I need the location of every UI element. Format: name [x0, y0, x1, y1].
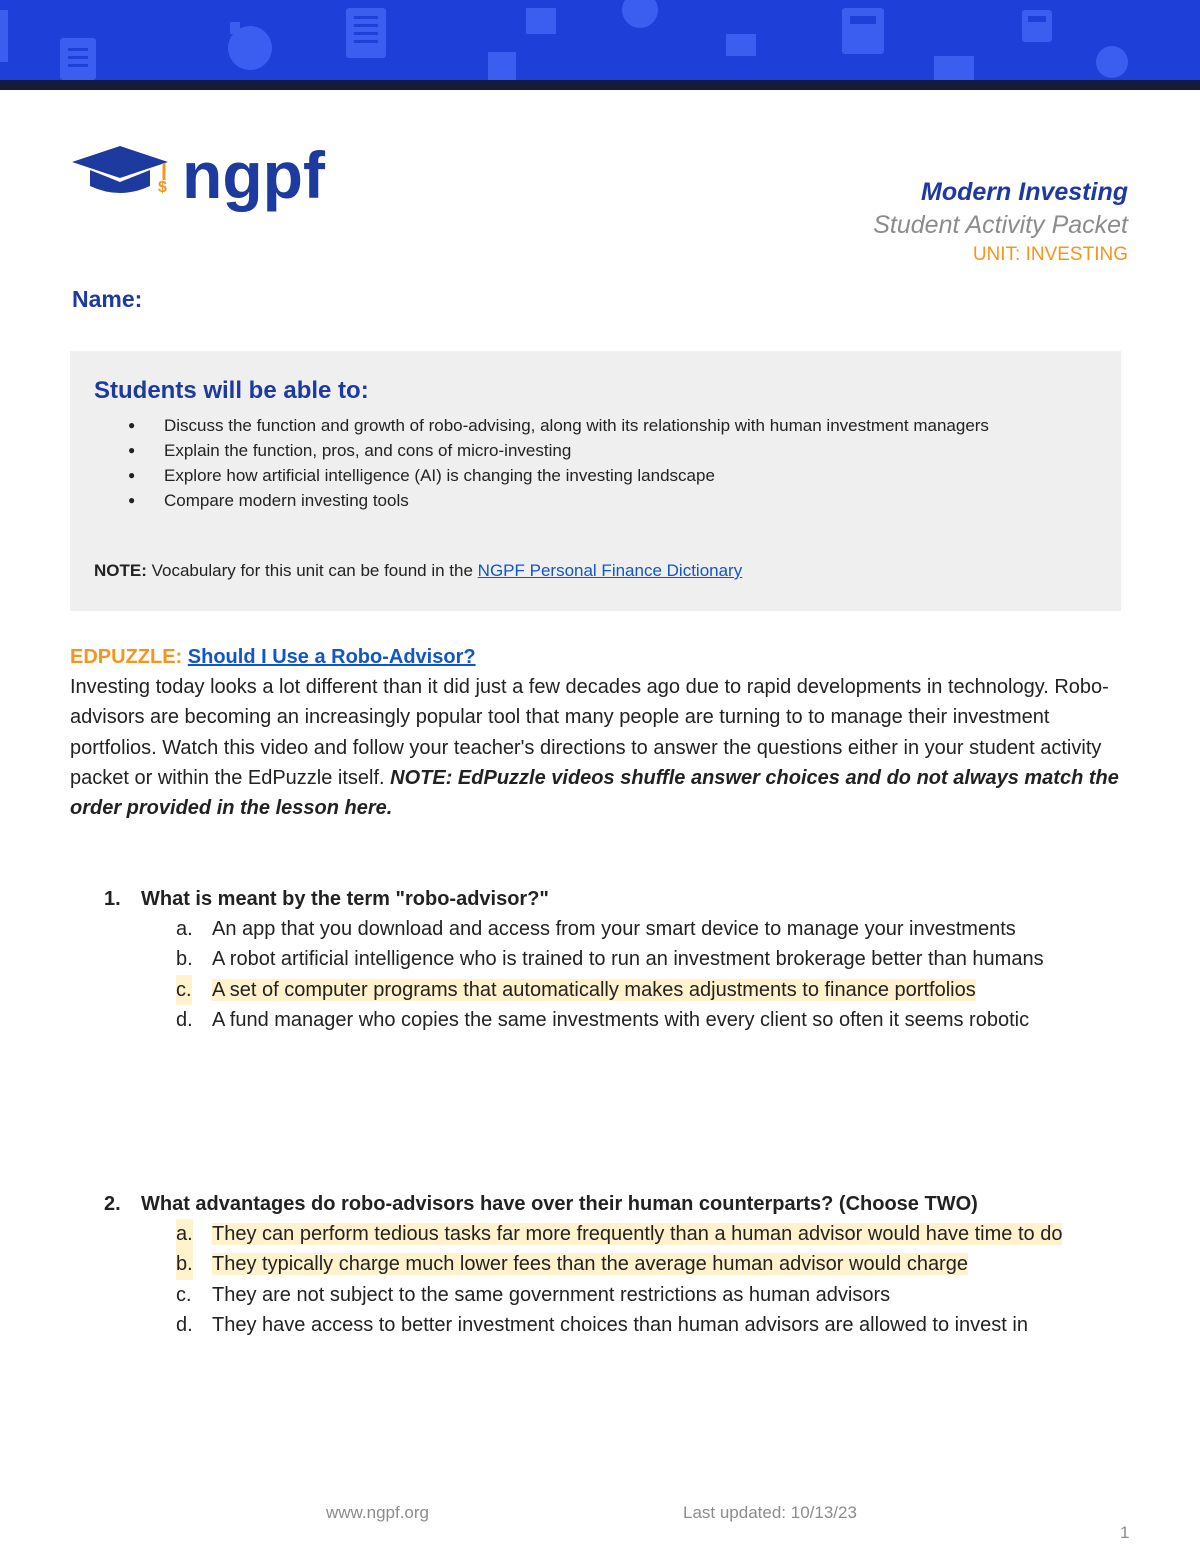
svg-text:ngpf: ngpf	[182, 138, 325, 212]
list-item: ● Discuss the function and growth of robo-advising, along with its relationship with human investment managers	[128, 413, 1088, 438]
option-letter: b.	[176, 1249, 193, 1279]
note-text: Vocabulary for this unit can be found in the	[146, 561, 478, 580]
question-number: 2.	[104, 1193, 121, 1215]
edpuzzle-section	[70, 642, 1130, 823]
list-item: ● Explore how artificial intelligence (AI) is changing the investing landscape	[128, 463, 1088, 488]
edpuzzle-video-link[interactable]: Should I Use a Robo-Advisor?	[187, 646, 476, 668]
question-2	[104, 1189, 1114, 1340]
option-text: A robot artificial intelligence who is trained to run an investment brokerage better than humans	[212, 948, 1044, 971]
graduation-cap-icon	[72, 136, 362, 218]
option-letter: d.	[176, 1313, 193, 1336]
option-text: A fund manager who copies the same investments with every client so often it seems robotic	[212, 1008, 1030, 1031]
answer-option-c-highlighted[interactable]	[104, 975, 1114, 1005]
ngpf-logo	[72, 136, 362, 218]
answer-option-a-highlighted[interactable]	[104, 1219, 1114, 1249]
document-subtitle: Student Activity Packet	[873, 211, 1128, 239]
objectives-title: Students will be able to:	[94, 377, 369, 404]
document-title: Modern Investing	[921, 178, 1128, 206]
answer-options	[104, 1219, 1114, 1340]
dictionary-link[interactable]: NGPF Personal Finance Dictionary	[477, 561, 743, 580]
option-text: An app that you download and access from your smart device to manage your investments	[212, 918, 1016, 941]
finance-pattern-decoration	[0, 0, 1200, 80]
option-letter: a.	[176, 1219, 193, 1249]
option-text: They have access to better investment choices than human advisors are allowed to invest in	[212, 1313, 1028, 1336]
objectives-box	[70, 351, 1121, 611]
option-text: They can perform tedious tasks far more frequently than a human advisor would have time to do	[212, 1223, 1063, 1246]
list-item: ● Explain the function, pros, and cons of micro-investing	[128, 438, 1088, 463]
question-text: What advantages do robo-advisors have over their human counterparts? (Choose TWO)	[141, 1193, 978, 1215]
edpuzzle-description: Investing today looks a lot different than it did just a few decades ago due to rapid developments in technology. Robo-advisors are becoming an increasingly popular tool that many people are turning to to manage their investment portfolios. Watch this video and follow your teacher's directions to answer the questions either in your student activity packet or within the EdPuzzle itself.	[70, 676, 1109, 789]
edpuzzle-note: NOTE: EdPuzzle videos shuffle answer choices and do not always match the order provided in the lesson here.	[70, 766, 1119, 820]
document-header	[873, 176, 1128, 268]
question-1	[104, 884, 1114, 1035]
edpuzzle-body	[70, 672, 1130, 823]
unit-label: UNIT: INVESTING	[972, 244, 1128, 265]
option-letter: d.	[176, 1008, 193, 1031]
vocabulary-note	[94, 561, 742, 581]
footer-url[interactable]: www.ngpf.org	[326, 1503, 429, 1522]
note-label: NOTE:	[94, 561, 147, 580]
answer-option-d[interactable]	[104, 1310, 1114, 1340]
objectives-list	[128, 413, 1088, 513]
answer-option-a[interactable]	[104, 914, 1114, 944]
edpuzzle-label: EDPUZZLE:	[70, 646, 183, 668]
list-item: ● Compare modern investing tools	[128, 488, 1088, 513]
answer-option-b[interactable]	[104, 944, 1114, 974]
page-number: 1	[1120, 1523, 1130, 1542]
name-label: Name:	[72, 286, 143, 312]
answer-option-c[interactable]	[104, 1280, 1114, 1310]
answer-option-d[interactable]	[104, 1005, 1114, 1035]
option-letter: c.	[176, 1283, 192, 1306]
question-number: 1.	[104, 888, 121, 910]
question-text: What is meant by the term "robo-advisor?"	[141, 888, 549, 910]
option-text: They typically charge much lower fees than the average human advisor would charge	[212, 1253, 968, 1276]
option-text: A set of computer programs that automatically makes adjustments to finance portfolios	[212, 978, 976, 1001]
answer-options	[104, 914, 1114, 1035]
option-letter: a.	[176, 918, 193, 941]
header-banner	[0, 0, 1200, 80]
edpuzzle-heading	[70, 642, 1130, 672]
banner-bottom-stripe	[0, 80, 1200, 90]
svg-text:$: $	[158, 179, 167, 196]
option-letter: c.	[176, 975, 192, 1005]
option-text: They are not subject to the same government restrictions as human advisors	[212, 1283, 891, 1306]
option-letter: b.	[176, 948, 193, 971]
footer-last-updated: Last updated: 10/13/23	[683, 1503, 857, 1522]
answer-option-b-highlighted[interactable]	[104, 1249, 1114, 1279]
